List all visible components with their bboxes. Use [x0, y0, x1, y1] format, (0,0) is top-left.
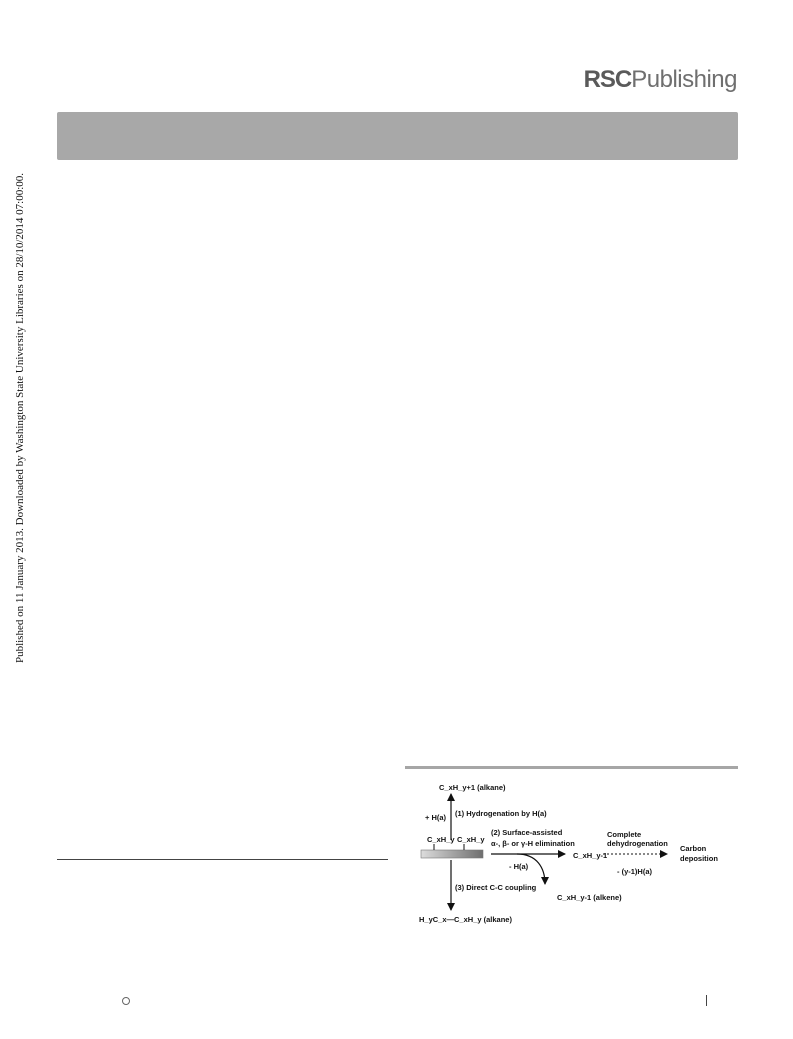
footer-circle-icon	[122, 997, 130, 1005]
adsorbate-label-2: C_xH_y	[457, 835, 485, 844]
carbon-label-line2: deposition	[680, 854, 718, 863]
footnote-divider	[57, 859, 388, 860]
plus-h-label: + H(a)	[425, 813, 447, 822]
carbon-label-line1: Carbon	[680, 844, 707, 853]
complete-label-line2: dehydrogenation	[607, 839, 668, 848]
coupled-product-label: H_yC_x—C_xH_y (alkane)	[419, 915, 512, 924]
published-note: Published on 11 January 2013. Downloaded by Washington State University Libraries on 28/10/2014 07:00:00.	[14, 172, 26, 664]
top-product-label: C_xH_y+1 (alkane)	[439, 783, 506, 792]
step2-label-line1: (2) Surface-assisted	[491, 828, 563, 837]
scheme-top-rule	[405, 766, 738, 769]
reaction-scheme	[405, 772, 738, 932]
step3-label: (3) Direct C-C coupling	[455, 883, 537, 892]
logo-brand: RSC	[583, 66, 632, 93]
footer-divider	[706, 995, 707, 1006]
publisher-logo	[584, 66, 737, 94]
adsorbate-label-1: C_xH_y	[427, 835, 455, 844]
step2-label-line2: α-, β- or γ-H elimination	[491, 839, 575, 848]
minus-yh-label: - (y-1)H(a)	[617, 867, 652, 876]
logo-suffix: Publishing	[631, 66, 737, 93]
minus-h-label: - H(a)	[509, 862, 529, 871]
alkene-label: C_xH_y-1 (alkene)	[557, 893, 622, 902]
header-banner	[57, 112, 738, 160]
complete-label-line1: Complete	[607, 830, 642, 839]
catalyst-surface	[421, 850, 483, 858]
step1-label: (1) Hydrogenation by H(a)	[455, 809, 547, 818]
intermediate-label: C_xH_y-1	[573, 851, 608, 860]
